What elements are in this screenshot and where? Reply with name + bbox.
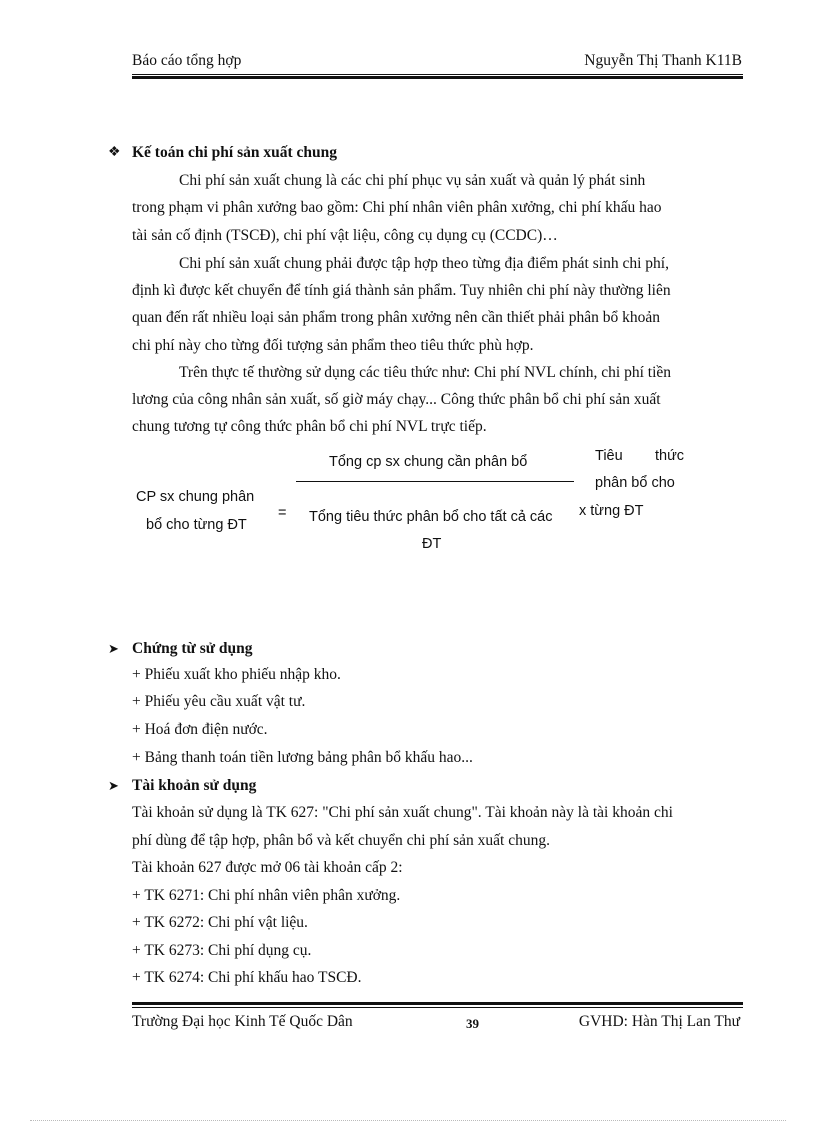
list-item: + TK 6274: Chi phí khấu hao TSCĐ. xyxy=(132,969,362,986)
section-heading-overhead-cost: Kế toán chi phí sản xuất chung xyxy=(132,144,337,161)
page-header xyxy=(132,52,742,74)
formula-numerator: Tổng cp sx chung cần phân bổ xyxy=(329,454,528,470)
formula-lhs-line1: CP sx chung phân xyxy=(136,489,255,505)
footer-rule-thin xyxy=(132,1007,743,1008)
list-item: + TK 6271: Chi phí nhân viên phân xưởng. xyxy=(132,887,401,904)
paragraph-line: định kì được kết chuyển để tính giá thành sản phẩm. Tuy nhiên chi phí này thường liên xyxy=(132,282,671,299)
fraction-bar xyxy=(296,481,574,482)
list-item: + Hoá đơn điện nước. xyxy=(132,721,268,738)
paragraph-line: Trên thực tế thường sử dụng các tiêu thức như: Chi phí NVL chính, chi phí tiền xyxy=(179,364,672,381)
paragraph-line: phí dùng để tập hợp, phân bổ và kết chuyển chi phí sản xuất chung. xyxy=(132,832,550,849)
paragraph-line: lương của công nhân sản xuất, số giờ máy chạy... Công thức phân bổ chi phí sản xuất xyxy=(132,391,661,408)
list-item: + Phiếu yêu cầu xuất vật tư. xyxy=(132,693,306,710)
formula-denominator-line1: Tổng tiêu thức phân bổ cho tất cả các xyxy=(309,509,553,525)
formula-equals-sign: = xyxy=(278,505,287,521)
footer-supervisor: GVHD: Hàn Thị Lan Thư xyxy=(578,1013,740,1030)
formula-rhs-word2: thức xyxy=(655,448,685,464)
formula-rhs-line2: phân bổ cho xyxy=(595,475,675,491)
paragraph-line: trong phạm vi phân xưởng bao gồm: Chi phí nhân viên phân xưởng, chi phí khấu hao xyxy=(132,199,662,216)
header-rule-thick xyxy=(132,76,743,79)
header-report-title: Báo cáo tổng hợp xyxy=(132,52,242,69)
list-item: + TK 6272: Chi phí vật liệu. xyxy=(132,914,308,931)
arrow-bullet-icon: ➤ xyxy=(108,641,119,656)
footer-rule-thick xyxy=(132,1002,743,1005)
paragraph-line: Chi phí sản xuất chung phải được tập hợp theo từng địa điểm phát sinh chi phí, xyxy=(179,255,669,272)
section-heading-documents: Chứng từ sử dụng xyxy=(132,640,253,657)
paragraph-line: chi phí này cho từng đối tượng sản phẩm theo tiêu thức phù hợp. xyxy=(132,337,534,354)
header-rule-thin xyxy=(132,74,743,75)
paragraph-line: chung tương tự công thức phân bổ chi phí NVL trực tiếp. xyxy=(132,418,487,435)
page-number: 39 xyxy=(466,1016,479,1031)
list-item: + Phiếu xuất kho phiếu nhập kho. xyxy=(132,666,341,683)
page-bottom-edge xyxy=(30,1120,786,1121)
formula-denominator-line2: ĐT xyxy=(422,536,442,552)
paragraph-line: quan đến rất nhiều loại sản phẩm trong phân xưởng nên cần thiết phải phân bổ khoản xyxy=(132,309,660,326)
formula-rhs-word1: Tiêu xyxy=(595,448,623,464)
arrow-bullet-icon: ➤ xyxy=(108,778,119,793)
paragraph-line: tài sản cố định (TSCĐ), chi phí vật liệu, công cụ dụng cụ (CCDC)… xyxy=(132,227,558,244)
diamond-bullet-icon: ❖ xyxy=(108,145,121,160)
list-item: + Bảng thanh toán tiền lương bảng phân bổ khấu hao... xyxy=(132,749,473,766)
formula-rhs-line3: x từng ĐT xyxy=(579,503,644,519)
paragraph-line: Tài khoản sử dụng là TK 627: "Chi phí sản xuất chung". Tài khoản này là tài khoản chi xyxy=(132,804,673,821)
footer-university: Trường Đại học Kinh Tế Quốc Dân xyxy=(132,1013,353,1030)
section-heading-accounts: Tài khoản sử dụng xyxy=(132,777,257,794)
paragraph-line: Tài khoản 627 được mở 06 tài khoản cấp 2: xyxy=(132,859,403,876)
list-item: + TK 6273: Chi phí dụng cụ. xyxy=(132,942,312,959)
paragraph-line: Chi phí sản xuất chung là các chi phí phục vụ sản xuất và quản lý phát sinh xyxy=(179,172,646,189)
formula-lhs-line2: bổ cho từng ĐT xyxy=(146,517,247,533)
header-author: Nguyễn Thị Thanh K11B xyxy=(584,52,742,69)
